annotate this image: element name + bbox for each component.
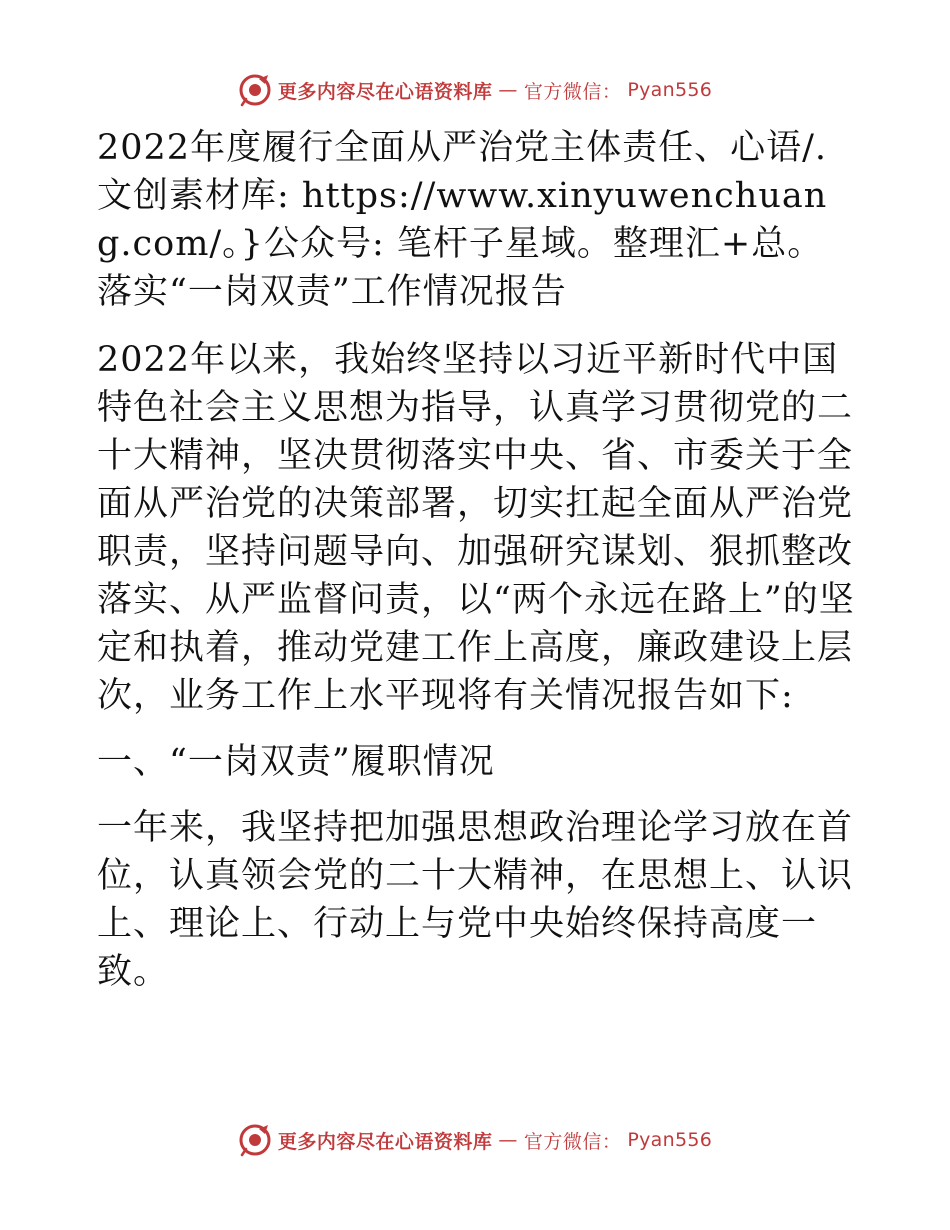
watermark-dash: — [498,1129,518,1151]
watermark-banner-bottom [0,1120,950,1160]
pen-circle-logo-icon [238,73,272,107]
watermark-dash: — [498,79,518,101]
watermark-wechat-id: Pyan556 [627,79,713,101]
watermark-wechat-id: Pyan556 [627,1129,713,1151]
watermark-main-text: 更多内容尽在心语资料库 [277,80,493,103]
paragraph-study: 一年来，我坚持把加强思想政治理论学习放在首位，认真领会党的二十大精神，在思想上、认识上、理论上、行动上与党中央始终保持高度一致。 [97,808,854,992]
watermark-banner-top [0,70,950,110]
paragraph-intro: 2022年以来，我始终坚持以习近平新时代中国特色社会主义思想为指导，认真学习贯彻党的二十大精神，坚决贯彻落实中央、省、市委关于全面从严治党的决策部署，切实扛起全面从严治党职责，坚持问题导向、加强研究谋划、狠抓整改落实、从严监督问责，以“两个永远在路上”的坚定和执着，推动党建工作上高度，廉政建设上层次，业务工作上水平现将有关情况报告如下: [97,340,855,716]
document-body [97,124,857,1014]
watermark-main-text: 更多内容尽在心语资料库 [277,1130,493,1153]
section-heading: 一、“一岗双责”履职情况 [97,742,495,782]
watermark-sub-text: 官方微信： [523,1130,622,1153]
watermark-sub-text: 官方微信： [523,80,622,103]
document-title: 2022年度履行全面从严治党主体责任、心语/.文创素材库: https://www.xinyuwenchuang.com/。}公众号: 笔杆子星域。整理汇+总。落实“一岗双责”工作情况报告 [97,128,828,312]
pen-circle-logo-icon [238,1123,272,1157]
